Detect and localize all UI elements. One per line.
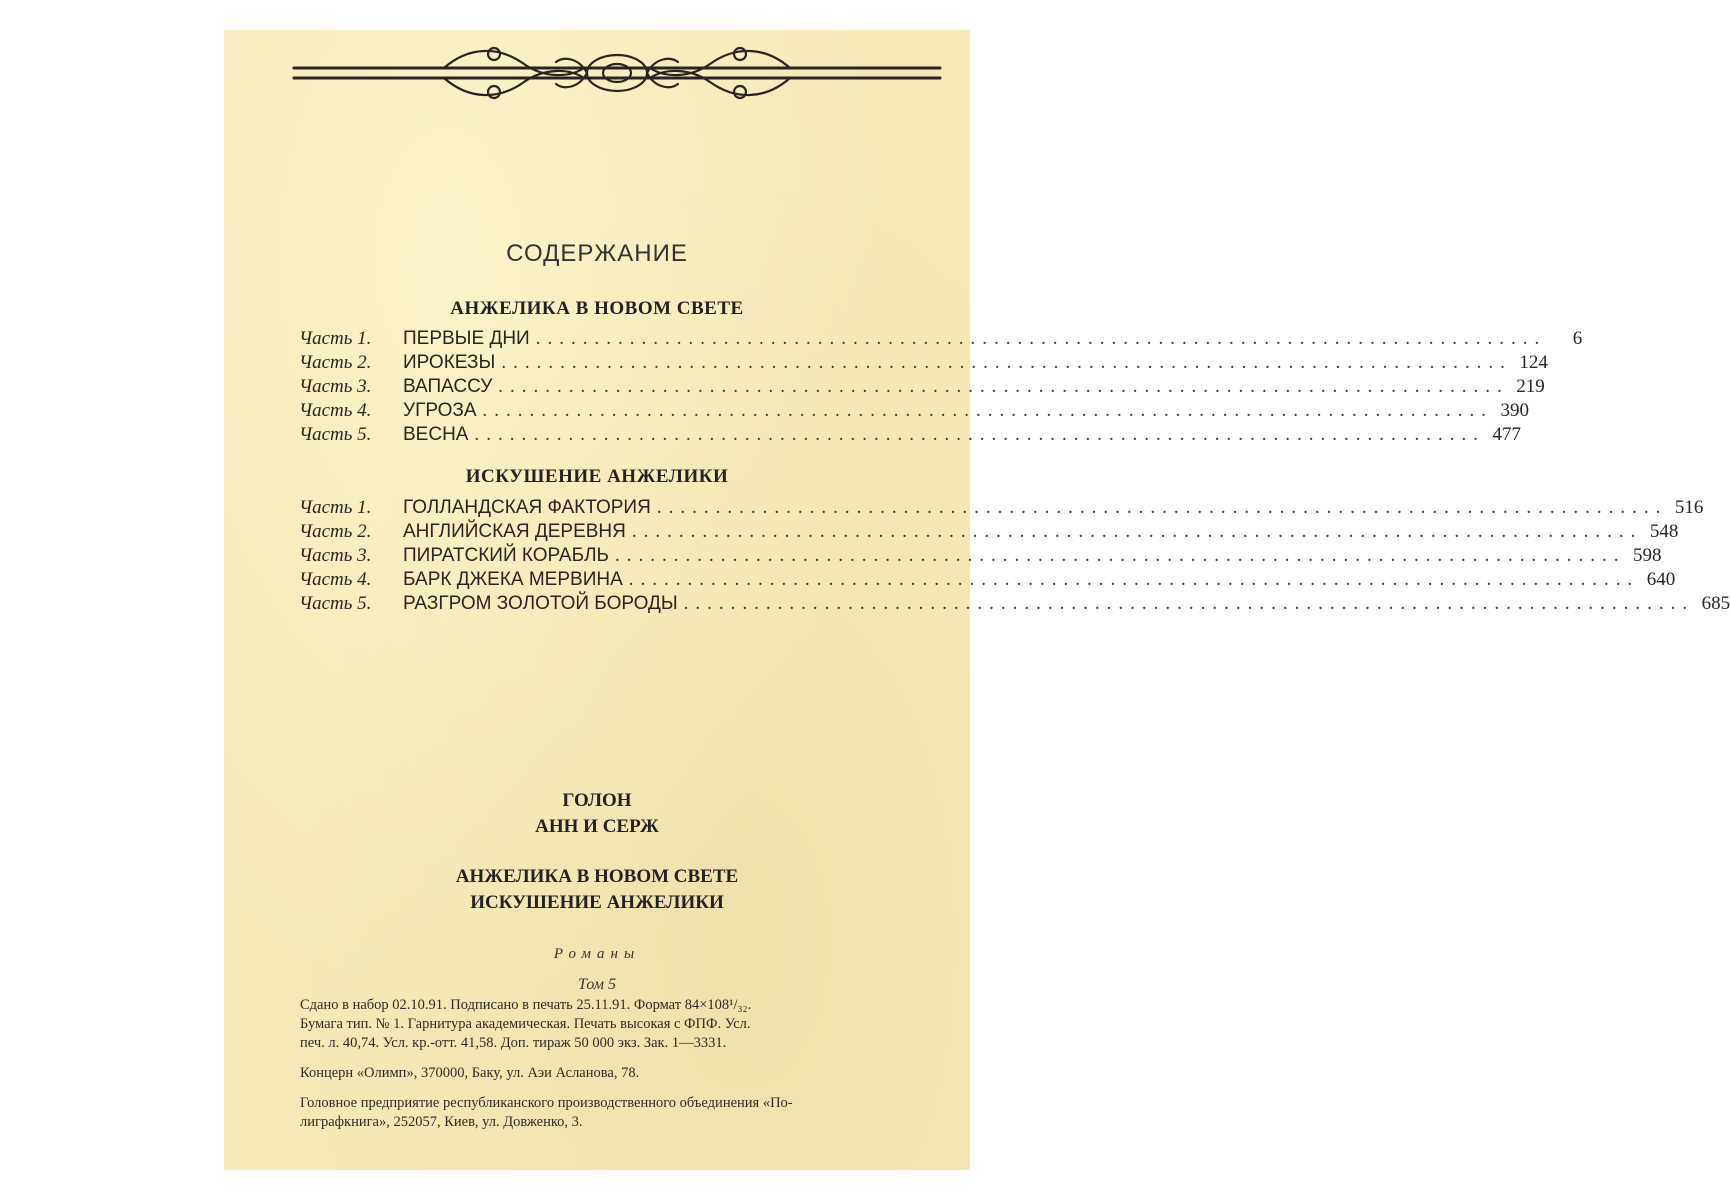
part-name: БАРК ДЖЕКА МЕРВИНА — [403, 569, 623, 590]
page-number: 548 — [1649, 521, 1679, 542]
toc-entry[interactable] — [299, 328, 1583, 352]
part-name: УГРОЗА — [403, 400, 477, 421]
page-number: 124 — [1519, 352, 1548, 373]
publisher-line: Концерн «Олимп», 370000, Баку, ул. Аэи Асланова, 78. — [300, 1065, 640, 1081]
part-label: Часть 5. — [299, 424, 372, 445]
leader-dots: ...................................................................................... — [683, 593, 1695, 614]
leader-dots: ...................................................................................... — [501, 352, 1512, 373]
imprint-line: Сдано в набор 02.10.91. Подписано в печать 25.11.91. Формат 84×108¹/₃₂. — [300, 997, 752, 1013]
leader-dots: ...................................................................................... — [631, 521, 1643, 542]
part-label: Часть 3. — [299, 376, 372, 397]
part-label: Часть 4. — [299, 569, 372, 590]
part-name: АНГЛИЙСКАЯ ДЕРЕВНЯ — [403, 521, 626, 542]
leader-dots: ...................................................................................... — [656, 497, 1668, 518]
leader-dots: ...................................................................................... — [628, 569, 1640, 590]
page-number: 6 — [1572, 328, 1583, 349]
book-title: АНЖЕЛИКА В НОВОМ СВЕТЕ — [455, 866, 739, 887]
genre-label: Романы — [553, 946, 641, 962]
part-name: ВЕСНА — [403, 424, 469, 445]
part-name: ПИРАТСКИЙ КОРАБЛЬ — [403, 545, 610, 566]
book-title: ИСКУШЕНИЕ АНЖЕЛИКИ — [470, 892, 724, 913]
author-names: АНН И СЕРЖ — [535, 816, 659, 837]
toc-entry[interactable] — [299, 424, 1521, 448]
production-details — [300, 996, 950, 1053]
imprint-line: печ. л. 40,74. Усл. кр.-отт. 41,58. Доп. тираж 50 000 экз. Зак. 1—3331. — [300, 1035, 727, 1051]
toc-heading: СОДЕРЖАНИЕ — [506, 240, 688, 267]
leader-dots: ...................................................................................... — [535, 328, 1547, 349]
leader-dots: ...................................................................................... — [498, 376, 1509, 397]
section-title: АНЖЕЛИКА В НОВОМ СВЕТЕ — [450, 298, 744, 319]
part-name: ГОЛЛАНДСКАЯ ФАКТОРИЯ — [403, 497, 651, 518]
page-number: 477 — [1492, 424, 1521, 445]
page-number: 219 — [1516, 376, 1545, 397]
toc-entry[interactable] — [299, 376, 1545, 400]
part-label: Часть 2. — [299, 352, 372, 373]
toc-entry[interactable] — [299, 497, 1704, 521]
page-number: 516 — [1674, 497, 1704, 518]
toc-list — [299, 328, 1583, 448]
part-label: Часть 4. — [299, 400, 372, 421]
toc-entry[interactable] — [299, 521, 1679, 545]
part-name: ИРОКЕЗЫ — [403, 352, 496, 373]
imprint-line: Бумага тип. № 1. Гарнитура академическая. Печать высокая с ФПФ. Усл. — [300, 1016, 751, 1032]
toc-entry[interactable] — [299, 593, 1730, 617]
printer-details — [300, 1094, 950, 1132]
page-number: 598 — [1633, 545, 1662, 566]
decorative-header-ornament — [294, 42, 940, 102]
toc-entry[interactable] — [299, 569, 1676, 593]
volume-label: Том 5 — [578, 976, 616, 993]
part-label: Часть 1. — [299, 497, 372, 518]
page-number: 685 — [1701, 593, 1730, 614]
part-label: Часть 5. — [299, 593, 372, 614]
part-label: Часть 2. — [299, 521, 372, 542]
toc-entry[interactable] — [299, 400, 1530, 424]
toc-entry[interactable] — [299, 545, 1662, 569]
part-label: Часть 3. — [299, 545, 372, 566]
book-page — [224, 30, 1730, 1170]
leader-dots: ...................................................................................... — [474, 424, 1485, 445]
imprint-line: лиграфкнига», 252057, Киев, ул. Довженко, 3. — [300, 1114, 583, 1130]
leader-dots: ...................................................................................... — [615, 545, 1626, 566]
part-name: РАЗГРОМ ЗОЛОТОЙ БОРОДЫ — [403, 593, 678, 614]
toc-entry[interactable] — [299, 352, 1548, 376]
author-surname: ГОЛОН — [562, 790, 632, 811]
part-name: ВАПАССУ — [403, 376, 493, 397]
part-label: Часть 1. — [299, 328, 372, 349]
section-title: ИСКУШЕНИЕ АНЖЕЛИКИ — [465, 466, 729, 487]
part-name: ПЕРВЫЕ ДНИ — [403, 328, 530, 349]
toc-list — [299, 497, 1730, 617]
leader-dots: ...................................................................................... — [482, 400, 1494, 421]
page-number: 640 — [1646, 569, 1676, 590]
page-number: 390 — [1500, 400, 1530, 421]
imprint-line: Головное предприятие республиканского производственного объединения «По- — [300, 1095, 793, 1111]
